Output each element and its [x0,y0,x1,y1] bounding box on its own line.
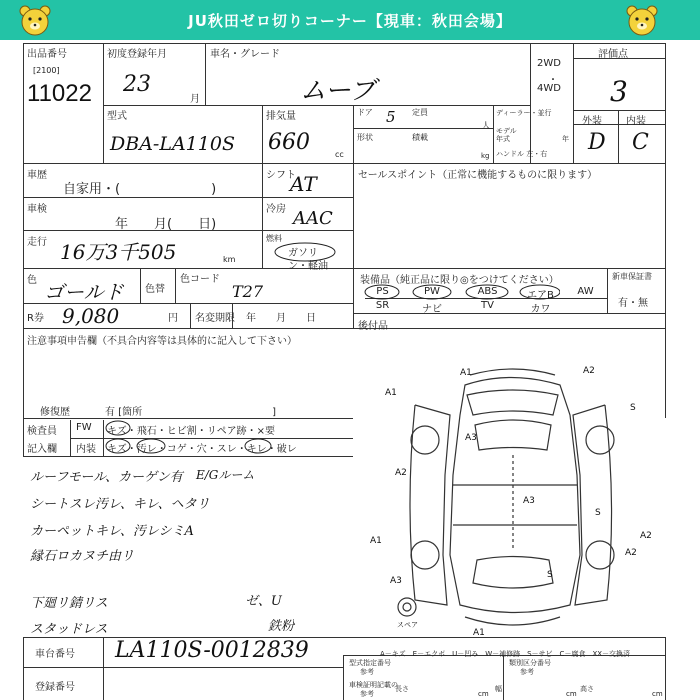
history-label: 車歴 [27,170,47,181]
registration-month-unit: 月 [190,94,200,105]
inspector-label-2: 記入欄 [27,444,57,455]
recycle-label: R券 [27,313,44,324]
damage-legend: A－キズ E－エクボ U－凹み W－補修跡 S－サビ C－腐食 XX－交換済 [380,650,631,658]
equipment-airbag: エアB [527,290,554,301]
model-name-label: 車名・グレード [210,49,280,60]
model-code-value: DBA-LA110S [110,133,235,155]
registration-year: 23 [123,72,151,97]
cert-cm-2: cm [566,690,577,698]
damage-mark-label: A1 [385,388,397,398]
dealer-line3: 年式 [496,135,510,143]
drive-4wd: 4WD [537,83,561,94]
reg-number-label: 登録番号 [35,682,75,693]
stock-number: 11022 [27,80,92,107]
stock-label: 出品番号 [27,49,67,60]
inspection-circles [104,420,354,456]
remark-line: カーペットキレ、汚レシミA [30,524,194,539]
remark-line: シートスレ汚レ、キレ、ヘタリ [30,497,210,512]
aftermarket-label: 後付品 [358,321,388,332]
equipment-navi: ナビ [422,304,442,315]
fw-label: FW [76,422,92,433]
shift-label: シフト [266,170,296,181]
doors-value: 5 [386,108,396,126]
load-unit: kg [481,152,490,160]
remark-right: ゼ、U [245,594,282,609]
remark-right: 鉄粉 [268,619,295,634]
dealer-line5: ハンドル 左・右 [496,150,548,158]
category-number-label: 類別区分番号 [509,659,551,667]
damage-mark-label: A1 [473,628,485,638]
equipment-tv: TV [481,300,494,311]
warranty-value: 有・無 [618,298,648,309]
fuel-options: ガソリン・軽油 [288,248,328,272]
cert-ref: 参考 [360,690,374,698]
displacement-unit: cc [335,150,344,159]
damage-mark-label: A3 [390,576,402,586]
color-code-label: 色コード [180,274,220,285]
shape-label: 形状 [357,133,373,142]
displacement-value: 660 [268,130,310,155]
interior-check-label: 内装 [76,444,96,455]
color-value: ゴールド [44,280,124,304]
dealer-line2: モデル [496,127,517,135]
inspection-text: 年 月( 日) [115,217,217,232]
capacity-unit: 人 [482,121,490,130]
remark-engine-room: E/Gルーム [196,468,255,482]
color-code-value: T27 [232,282,264,301]
header-title: JU秋田ゼロ切りコーナー【現車：秋田会場】 [188,12,512,30]
equipment-pw: PW [424,286,440,297]
warranty-label: 新車保証書 [612,272,652,281]
cert-label: 車検証明記載の [349,681,398,689]
model-name-value: ムーブ [300,76,376,106]
exterior-label: 外装 [582,116,602,127]
color-change-label: 色替 [145,284,165,295]
ac-value: AAC [293,208,333,229]
chassis-label: 車台番号 [35,649,75,660]
cert-cm-1: cm [478,690,489,698]
recycle-unit: 円 [168,313,178,324]
cert-height: 高さ [580,685,594,693]
damage-mark-label: A2 [640,531,652,541]
remark-line: スタッドレス [30,622,108,637]
rating-value: 3 [610,75,628,108]
name-change-text: 年 月 日 [246,313,316,324]
damage-mark-label: A3 [523,496,535,506]
spare-label: スペア [397,621,418,629]
remark-line: 縁石ロカヌチ由リ [30,549,135,564]
type-designation-ref: 参考 [360,668,374,676]
registration-label: 初度登録年月 [107,49,167,60]
mileage-unit: km [223,255,236,264]
drive-2wd: 2WD [537,58,561,69]
damage-mark-label: A2 [625,548,637,558]
mileage-value: 16万3千505 [60,240,177,264]
fuel-gasoline-circle [268,240,338,262]
recycle-value: 9,080 [62,304,120,328]
equipment-circles [360,283,560,301]
mileage-label: 走行 [27,237,47,248]
bear-mascot-icon [18,3,52,37]
damage-mark-label: S [630,403,636,413]
dealer-line1: ディーラー・並行 [496,109,552,117]
equipment-aw: AW [577,286,594,297]
fuel-label: 燃料 [266,234,282,243]
damage-mark-label: A2 [395,468,407,478]
auction-sheet: JU秋田ゼロ切りコーナー【現車：秋田会場】 出品番号 [2100] 11022 初度登録年月 23 月 車名・グレード ムーブ 2WD ・ 4WD 評価点 3 型式 DBA-LA110S 排気量 660 cc ドア 5 定員 人 形状 積載 kg ディーラー・並行 モデル 年式 年 ハンドル 左・右 外装 内装 D C 車歴 自家用・( ) シフト AT セールスポイント（正常に機能するものに限ります） 車検 年 月( 日) 冷房 AAC 走行 16万3千505 km 燃料 ガソリン・軽油 色 ゴールド 色替 色コード T27 R券 9,080 円 名変期限 年 月 日 装備品（純正品に限り◎をつけてください） PS PW ABS エアB AW SR ナビ TV カワ 新車保証書 有・無 後付品 注意事項申告欄（不具合内容等は具体的に記入して下さい） 修復歴 有 [箇所 ] 検査員 記入欄 FW キズ・飛石・ヒビ割・リペア跡・×要 内装 キズ・汚レ・コゲ・穴・スレ・キレ・破レ ルーフモール、カーゲン有 シートスレ汚レ、キレ、ヘタリ カーペットキレ、汚レシミA 縁石ロカヌチ由リ 下廻リ錆リス スタッドレス E/Gルーム ゼ、U 鉄粉 A1 A2 S A3 A3 A1 S A3 A2 A2 S A1 A1 A2 スペア A－キズ E－エクボ U－凹み W－補修跡 S－サビ C－腐食 XX－交換済 車台番号 LA110S-0012839 登録番号 型式指定番号 参考 類別区分番号 参考 車検証明記載の 参考 長さ cm 幅 cm 高さ cm [0,0,700,700]
cert-width: 幅 [495,685,502,693]
damage-mark-label: A1 [460,368,472,378]
bear-mascot-icon [625,3,659,37]
damage-mark-label: A2 [583,366,595,376]
doors-label: ドア [357,108,373,117]
sales-point-label: セールスポイント（正常に機能するものに限ります） [358,170,598,181]
fw-text: キズ・飛石・ヒビ割・リペア跡・×要 [107,426,275,437]
cert-cm-3: cm [652,690,663,698]
capacity-label: 定員 [412,108,428,117]
interior-label: 内装 [626,116,646,127]
inspector-label-1: 検査員 [27,426,57,437]
notes-label: 注意事項申告欄（不具合内容等は具体的に記入して下さい） [27,336,297,347]
shift-value: AT [290,172,317,196]
equipment-label: 装備品（純正品に限り◎をつけてください） [360,275,559,286]
damage-mark-label: A1 [370,536,382,546]
equipment-sr: SR [375,300,390,311]
name-change-label: 名変期限 [195,313,235,324]
category-number-ref: 参考 [520,668,534,676]
damage-mark-label: S [547,570,553,580]
chassis-value: LA110S-0012839 [115,638,309,663]
type-designation-label: 型式指定番号 [349,659,391,667]
repair-label: 修復歴 [40,407,70,418]
damage-mark-label: S [595,508,601,518]
dealer-line4: 年 [562,135,569,143]
model-code-label: 型式 [107,111,127,122]
load-label: 積載 [412,133,428,142]
equipment-ps: PS [376,286,389,297]
inspection-label: 車検 [27,204,47,215]
remark-line: 下廻リ錆リス [30,596,108,611]
interior-check-text: キズ・汚レ・コゲ・穴・スレ・キレ・破レ [107,444,297,455]
rating-label: 評価点 [598,49,628,60]
remark-line: ルーフモール、カーゲン有 [30,470,183,485]
interior-value: C [632,130,649,155]
displacement-label: 排気量 [266,111,296,122]
equipment-abs: ABS [477,286,498,297]
cert-length: 長さ [395,685,409,693]
equipment-leather: カワ [530,304,551,315]
history-text: 自家用・( ) [63,182,217,197]
repair-text: 有 [箇所 ] [105,407,276,418]
damage-mark-label: A3 [465,433,477,443]
exterior-value: D [588,130,606,155]
color-label: 色 [27,275,37,286]
stock-code: [2100] [33,66,60,75]
ac-label: 冷房 [266,204,286,215]
car-damage-diagram [355,355,665,650]
